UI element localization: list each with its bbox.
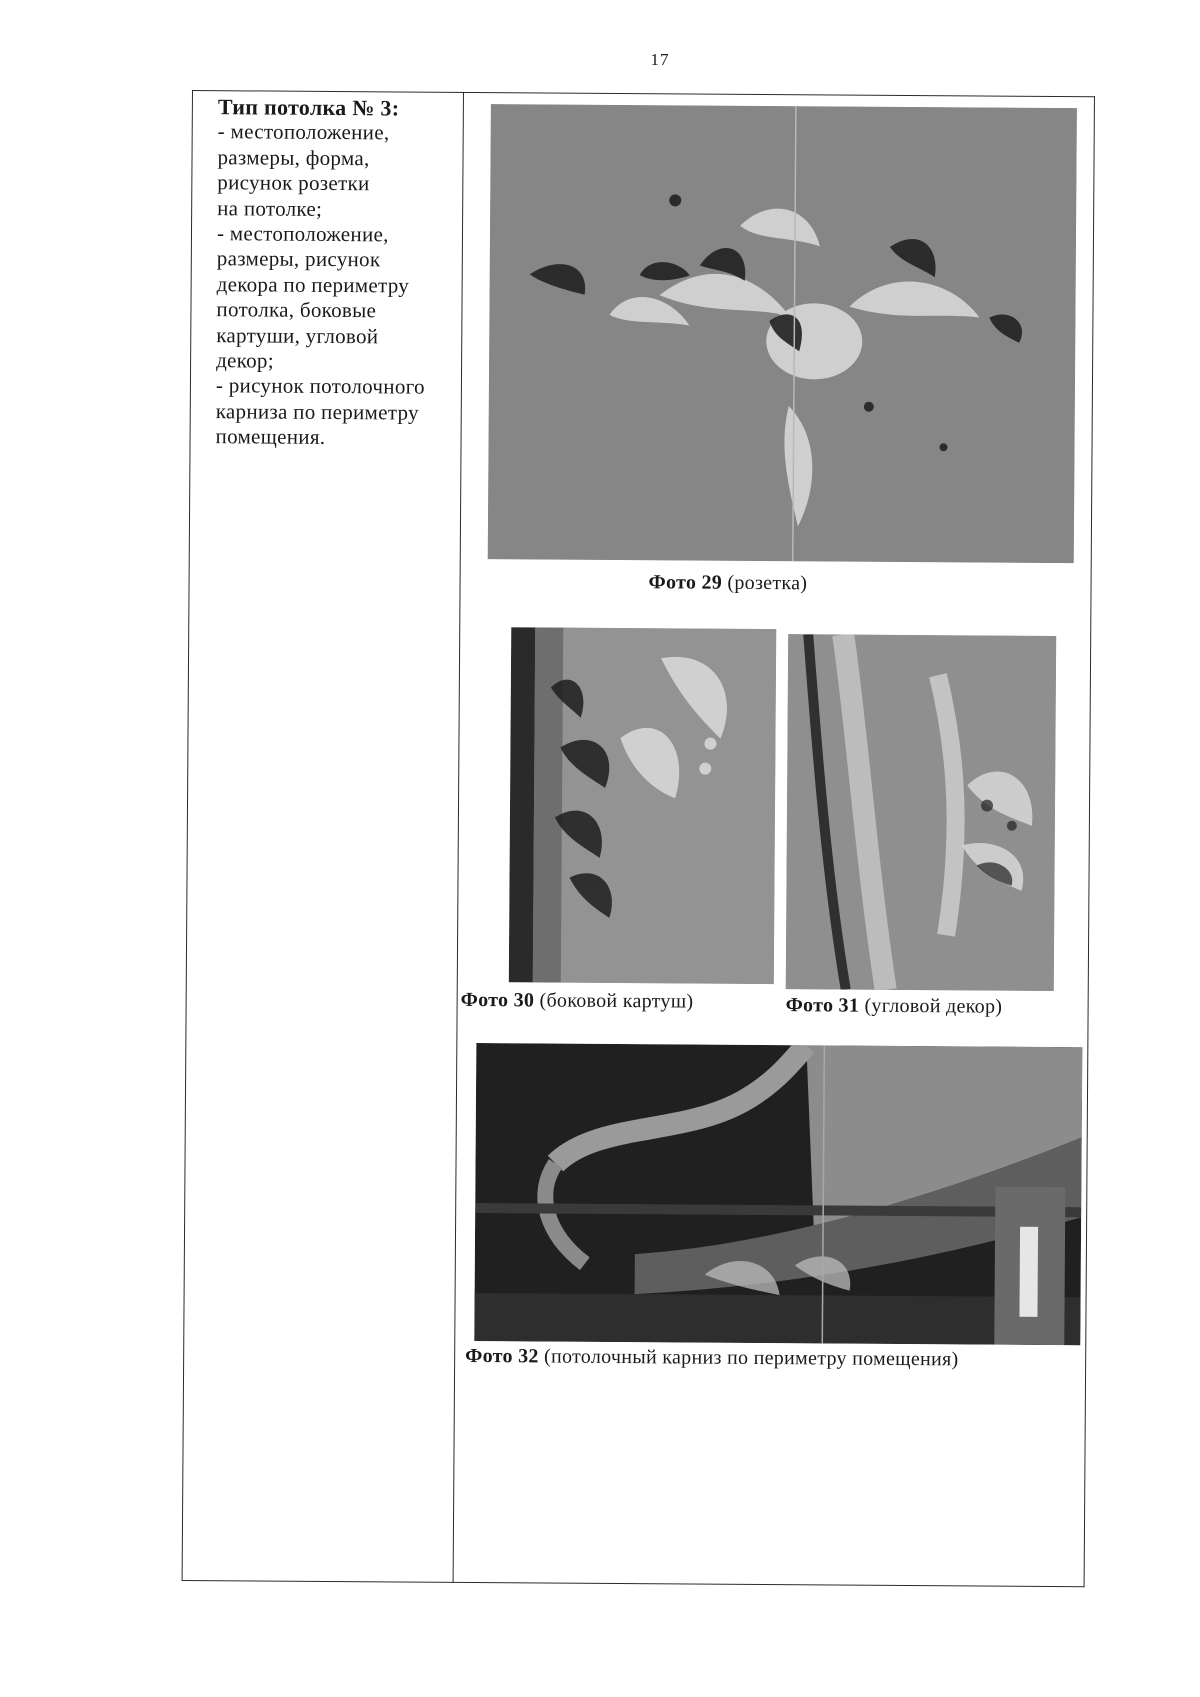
- description-line: карниза по периметру: [215, 399, 419, 425]
- side-cartouche-photo: [509, 627, 776, 984]
- description-line: - местоположение,: [216, 221, 389, 247]
- photo-31-caption: [786, 994, 1003, 1019]
- ceiling-type-title: Тип потолка № 3:: [217, 94, 400, 121]
- photo-30-label: Фото 30: [460, 988, 535, 1012]
- corner-decor-photo: [786, 634, 1056, 991]
- photo-30-caption: [461, 989, 694, 1014]
- description-table: [182, 90, 1095, 1587]
- table-border-left: [182, 90, 194, 1581]
- description-line: рисунок розетки: [217, 170, 370, 196]
- photo-32-description: (потолочный карниз по периметру помещения): [538, 1345, 959, 1371]
- description-line: размеры, рисунок: [216, 246, 381, 272]
- ceiling-rosette-photo: [488, 104, 1077, 563]
- description-line: декора по периметру: [216, 272, 410, 298]
- description-line: размеры, форма,: [217, 144, 370, 171]
- photo-32-label: Фото 32: [465, 1344, 539, 1368]
- photo-31-label: Фото 31: [785, 994, 860, 1017]
- table-border-bottom: [182, 1580, 1085, 1588]
- photo-29-description: (розетка): [722, 571, 808, 595]
- description-line: картуши, угловой: [216, 322, 379, 348]
- description-line: на потолке;: [217, 195, 323, 221]
- photo-30-description: (боковой картуш): [534, 989, 694, 1013]
- description-line: помещения.: [215, 424, 326, 450]
- photo-29-caption: [648, 571, 807, 595]
- description-line: - рисунок потолочного: [215, 373, 425, 400]
- description-line: декор;: [216, 348, 274, 373]
- photo-32-caption: [465, 1345, 959, 1371]
- ceiling-type-description: [215, 94, 457, 451]
- photo-31-description: (угловой декор): [859, 994, 1003, 1018]
- description-line: - местоположение,: [217, 119, 390, 145]
- table-border-right: [1083, 96, 1095, 1587]
- page-number: 17: [650, 50, 670, 69]
- ceiling-cornice-photo: [474, 1043, 1082, 1345]
- description-line: потолка, боковые: [216, 297, 377, 323]
- photo-29-label: Фото 29: [648, 571, 723, 594]
